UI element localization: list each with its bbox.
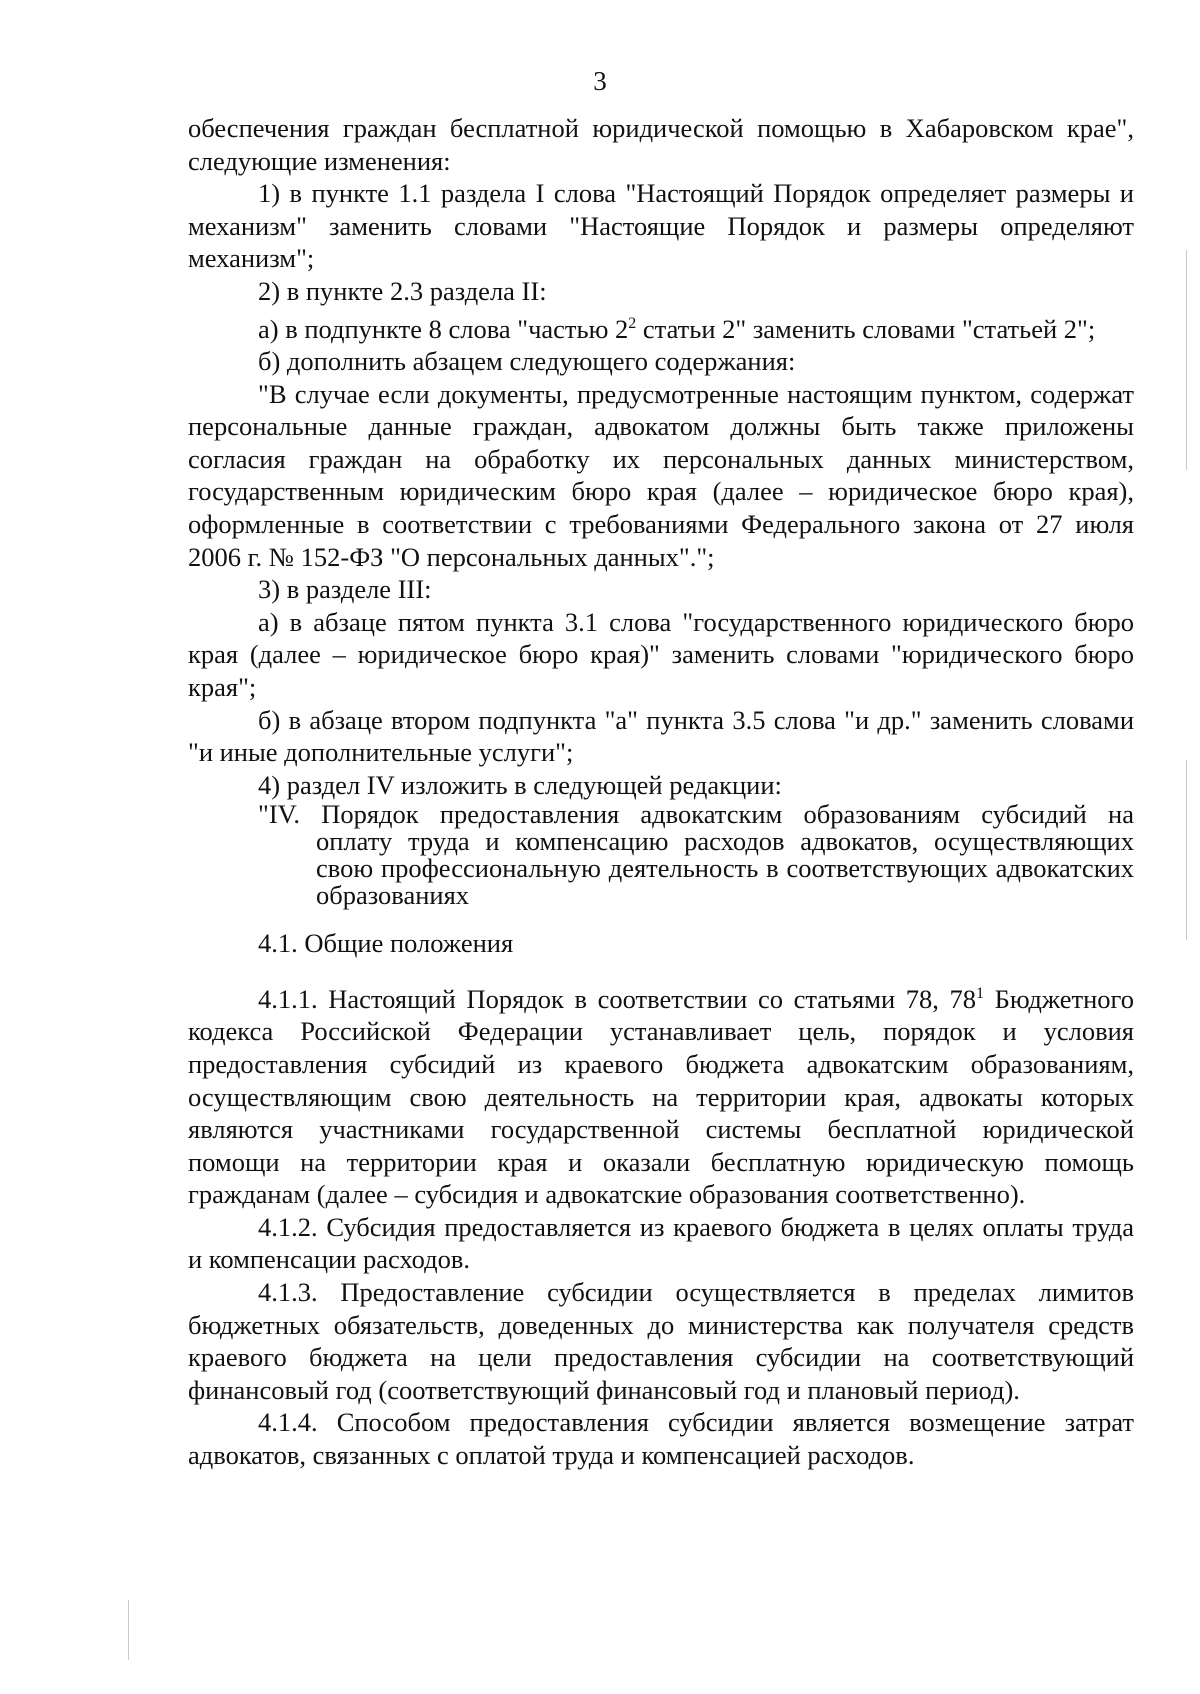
- paragraph-item-2: 2) в пункте 2.3 раздела II:: [258, 275, 547, 306]
- paragraph-item-3a: а) в абзаце пятом пункта 3.1 слова "государственного юридического бюро края (далее – юридическое бюро края)" заменить словами "юридического бюро края";: [188, 606, 1134, 702]
- paragraph-item-4: 4) раздел IV изложить в следующей редакции:: [258, 769, 782, 800]
- superscript: 2: [628, 314, 637, 332]
- paragraph-4-1-1: [188, 978, 1134, 1211]
- scan-edge-mark: [1186, 760, 1187, 940]
- scan-edge-mark: [1186, 250, 1187, 470]
- paragraph-item-3: 3) в разделе III:: [258, 574, 432, 605]
- paragraph-item-3b: б) в абзаце втором подпункта "а" пункта 3.5 слова "и др." заменить словами "и иные дополнительные услуги";: [188, 704, 1134, 768]
- paragraph-4-1-2: 4.1.2. Субсидия предоставляется из краевого бюджета в целях оплаты труда и компенсации расходов.: [188, 1211, 1134, 1275]
- section-heading-line-1: "IV. Порядок предоставления адвокатским образованиям субсидий на: [258, 799, 1134, 830]
- document-body: [188, 112, 1134, 1472]
- paragraph-4-1-3: 4.1.3. Предоставление субсидии осуществляется в пределах лимитов бюджетных обязательств, доведенных до министерства как получателя средств краевого бюджета на цели предоставления субсидии на соответствующий финансовый год (соответствующий финансовый год и плановый период).: [188, 1277, 1134, 1405]
- text-run: а) в подпункте 8 слова "частью 2: [258, 313, 629, 344]
- subsection-heading: 4.1. Общие положения: [258, 928, 514, 959]
- paragraph-intro: обеспечения граждан бесплатной юридической помощью в Хабаровском крае", следующие изменения:: [188, 113, 1134, 176]
- section-heading-continuation: оплату труда и компенсацию расходов адвокатов, осуществляющих свою профессиональную деятельность в соответствующих адвокатских образованиях: [316, 826, 1134, 911]
- paragraph-4-1-4: 4.1.4. Способом предоставления субсидии является возмещение затрат адвокатов, связанных с оплатой труда и компенсацией расходов.: [188, 1407, 1134, 1471]
- paragraph-item-2b: б) дополнить абзацем следующего содержания:: [258, 345, 796, 376]
- text-run: 4.1.1. Настоящий Порядок в соответствии со статьями 78, 78: [258, 983, 977, 1014]
- scan-edge-mark: [128, 1600, 129, 1660]
- paragraph-item-2a: [188, 308, 1134, 345]
- section-heading: [258, 801, 1134, 909]
- text-run: Бюджетного кодекса Российской Федерации устанавливает цель, порядок и условия предоставления субсидий из краевого бюджета адвокатским образованиям, осуществляющим свою деятельность на территории края, адвокаты которых являются участниками государственной системы бесплатной юридической помощи на территории края и оказали бесплатную юридическую помощь гражданам (далее – субсидия и адвокатские образования соответственно).: [188, 983, 1134, 1210]
- paragraph-quoted-text: "В случае если документы, предусмотренные настоящим пунктом, содержат персональные данные граждан, адвокатом должны быть также приложены согласия граждан на обработку их персональных данных министерством, государственным юридическим бюро края (далее – юридическое бюро края), оформленные в соответствии с требованиями Федерального закона от 27 июля 2006 г. № 152-ФЗ "О персональных данных".";: [188, 378, 1134, 572]
- superscript: 1: [976, 984, 985, 1002]
- paragraph-item-1: 1) в пункте 1.1 раздела I слова "Настоящий Порядок определяет размеры и механизм" заменить словами "Настоящие Порядок и размеры определяют механизм";: [188, 178, 1134, 274]
- text-run: статьи 2" заменить словами "статьей 2";: [636, 313, 1096, 344]
- page-number: 3: [593, 66, 607, 96]
